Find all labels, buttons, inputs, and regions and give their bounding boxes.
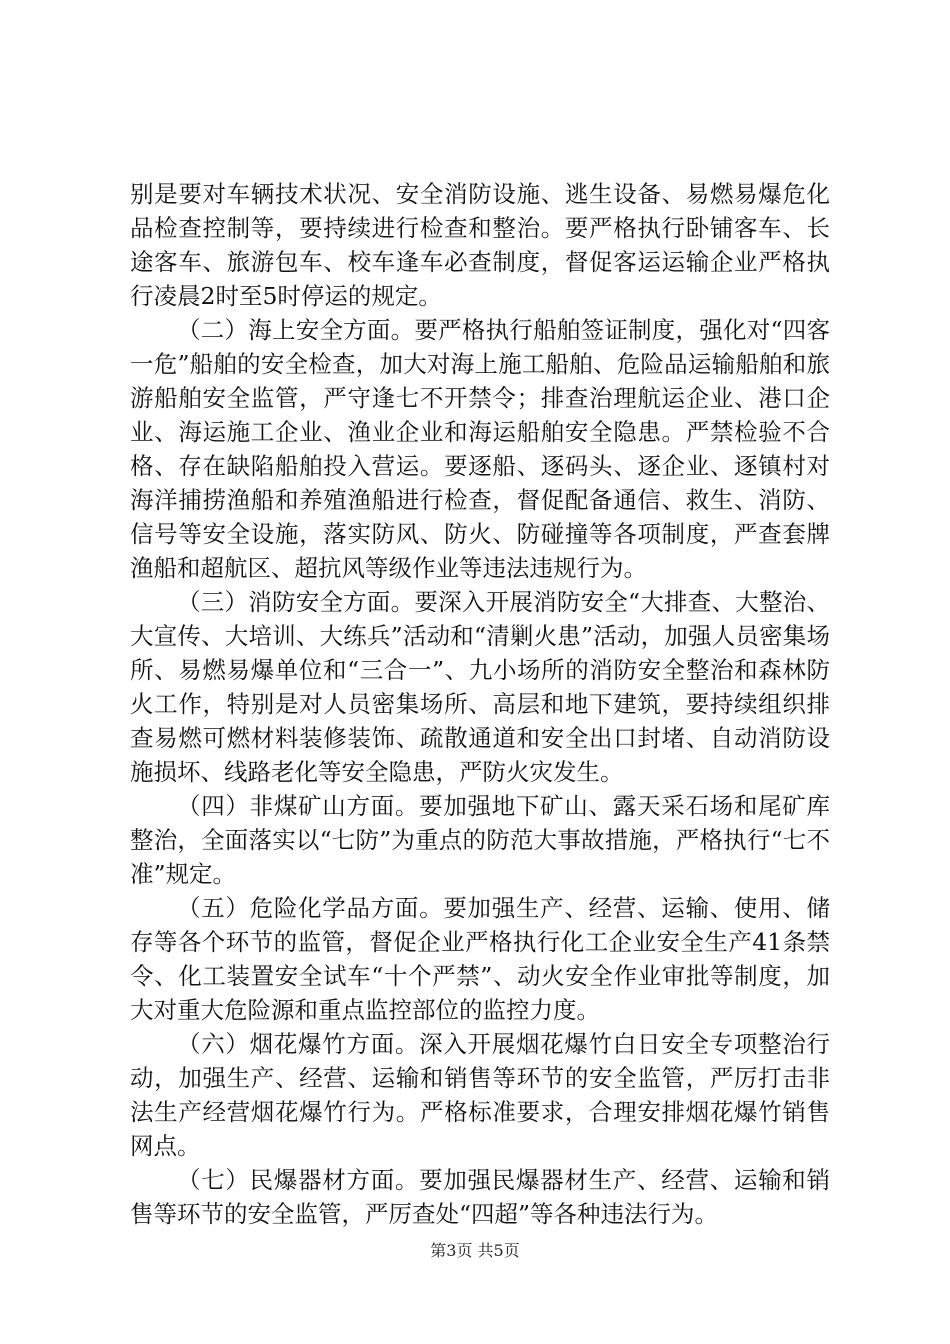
document-body <box>130 177 830 1231</box>
page-number-footer: 第3页 共5页 <box>430 1241 520 1260</box>
paragraph-fireworks: （六）烟花爆竹方面。深入开展烟花爆竹白日安全专项整治行动，加强生产、经营、运输和销售等环节的安全监管，严厉打击非法生产经营烟花爆竹行为。严格标准要求，合理安排烟花爆竹销售网点。 <box>130 1030 830 1160</box>
paragraph-road-safety-continued: 别是要对车辆技术状况、安全消防设施、逃生设备、易燃易爆危化品检查控制等，要持续进行检查和整治。要严格执行卧铺客车、长途客车、旅游包车、校车逢车必查制度，督促客运运输企业严格执行凌晨2时至5时停运的规定。 <box>130 180 830 310</box>
paragraph-maritime-safety: （二）海上安全方面。要严格执行船舶签证制度，强化对“四客一危”船舶的安全检查，加大对海上施工船舶、危险品运输船舶和旅游船舶安全监管，严守逢七不开禁令；排查治理航运企业、港口企业、海运施工企业、渔业企业和海运船舶安全隐患。严禁检验不合格、存在缺陷船舶投入营运。要逐船、逐码头、逐企业、逐镇村对海洋捕捞渔船和养殖渔船进行检查，督促配备通信、救生、消防、信号等安全设施，落实防风、防火、防碰撞等各项制度，严查套牌渔船和超航区、超抗风等级作业等违法违规行为。 <box>130 316 830 582</box>
paragraph-hazardous-chemicals: （五）危险化学品方面。要加强生产、经营、运输、使用、储存等各个环节的监管，督促企业严格执行化工企业安全生产41条禁令、化工装置安全试车“十个严禁”、动火安全作业审批等制度，加大对重大危险源和重点监控部位的监控力度。 <box>130 894 830 1024</box>
paragraph-fire-safety: （三）消防安全方面。要深入开展消防安全“大排查、大整治、大宣传、大培训、大练兵”活动和“清剿火患”活动，加强人员密集场所、易燃易爆单位和“三合一”、九小场所的消防安全整治和森林防火工作，特别是对人员密集场所、高层和地下建筑，要持续组织排查易燃可燃材料装修装饰、疏散通道和安全出口封堵、自动消防设施损坏、线路老化等安全隐患，严防火灾发生。 <box>130 588 830 786</box>
paragraph-non-coal-mines: （四）非煤矿山方面。要加强地下矿山、露天采石场和尾矿库整治，全面落实以“七防”为重点的防范大事故措施，严格执行“七不准”规定。 <box>130 792 830 888</box>
paragraph-civil-explosives: （七）民爆器材方面。要加强民爆器材生产、经营、运输和销售等环节的安全监管，严厉查处“四超”等各种违法行为。 <box>130 1166 830 1228</box>
